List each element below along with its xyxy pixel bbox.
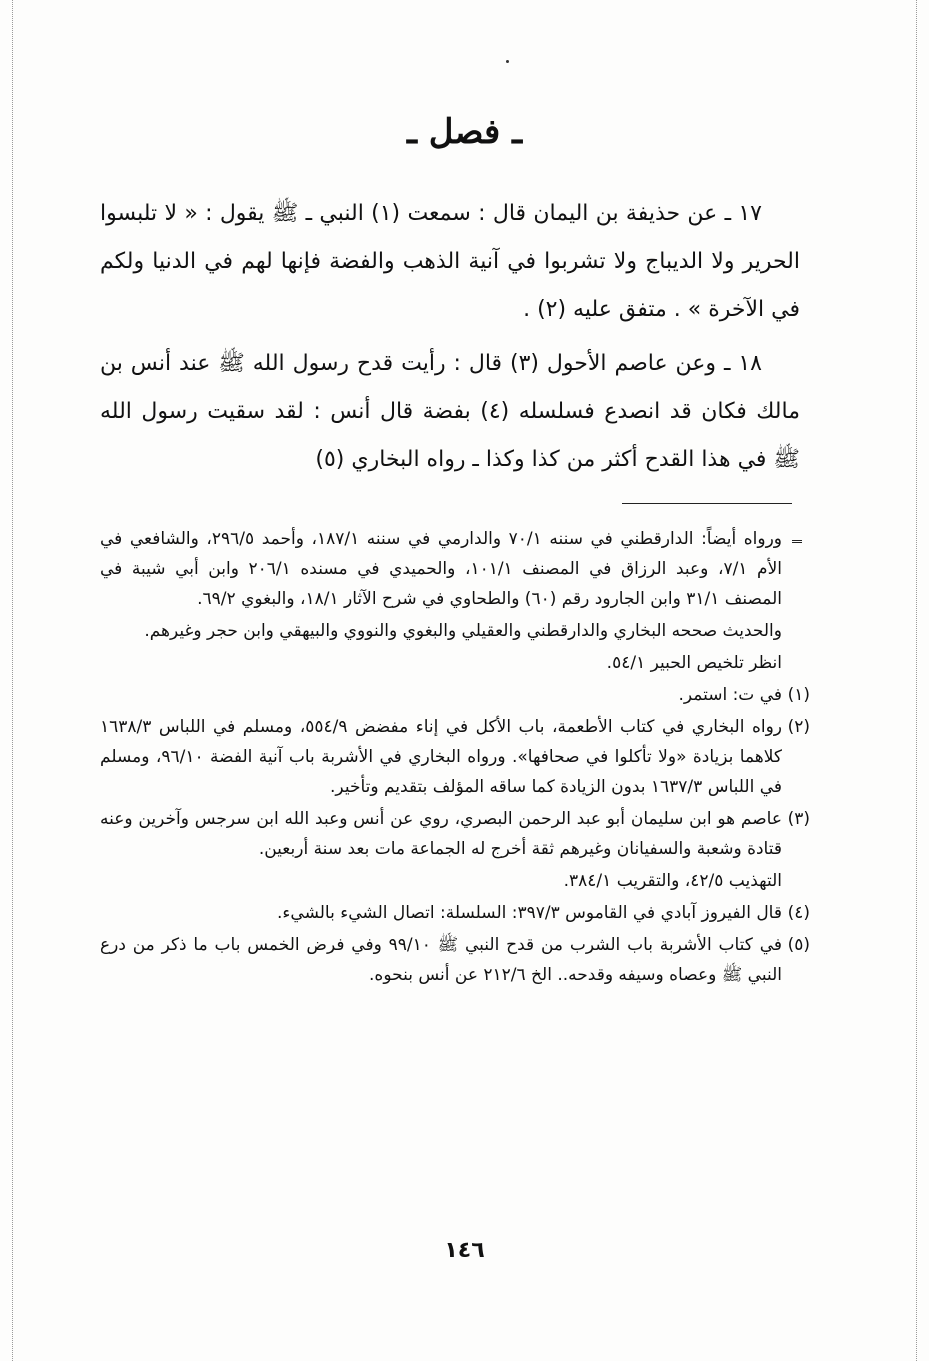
footnote-3-reference: التهذيب ٤٢/٥، والتقريب ٣٨٤/١.	[563, 871, 782, 891]
footnote-divider	[622, 503, 792, 504]
page-number: ١٤٦	[444, 1238, 485, 1263]
footnote-text: في ت: استمر.	[678, 685, 782, 705]
section-heading: ـ فصل ـ	[406, 112, 523, 152]
hadith-paragraph-18: ١٨ ـ وعن عاصم الأحول (٣) قال : رأيت قدح رسول الله ﷺ عند أنس بن مالك فكان قد انصدع فسلسله (٤) بفضة قال أنس : لقد سقيت رسول الله ﷺ في هذا القدح أكثر من كذا وكذا ـ رواه البخاري (٥)	[100, 351, 800, 472]
footnote-continuation: ورواه أيضاً: الدارقطني في سننه ٧٠/١ والدارمي في سننه ١٨٧/١، وأحمد ٢٩٦/٥، والشافعي في الأم ٧/١، وعبد الرزاق في المصنف ١٠١/١، والحميدي في مسنده ٢٠٦/١ وابن أبي شيبة في المصنف ٣١/١ وابن الجارود رقم (٦٠) والطحاوي في شرح الآثار ١٨/١، والبغوي ٦٩/٢.	[100, 529, 782, 609]
footnote-text: قال الفيروز آبادي في القاموس ٣٩٧/٣: السلسلة: اتصال الشيء بالشيء.	[277, 903, 782, 923]
footnote-number: (٣)	[787, 809, 810, 829]
hadith-paragraph-17: ١٧ ـ عن حذيفة بن اليمان قال : سمعت (١) النبي ـ ﷺ يقول : « لا تلبسوا الحرير ولا الديباج ولا تشربوا في آنية الذهب والفضة فإنها لهم في الدنيا ولكم في الآخرة » . متفق عليه (٢) .	[100, 201, 800, 322]
footnote-number: (٤)	[787, 903, 810, 923]
footnote-text: في كتاب الأشربة باب الشرب من قدح النبي ﷺ ٩٩/١٠ وفي فرض الخمس باب ما ذكر من درع النبي ﷺ وعصاه وسيفه وقدحه.. الخ ٢١٢/٦ عن أنس بنحوه.	[100, 935, 782, 985]
footnote-number: (٥)	[787, 935, 810, 955]
footnote-text: عاصم هو ابن سليمان أبو عبد الرحمن البصري، روي عن أنس وعبد الله ابن سرجس وآخرين وعنه قتادة وشعبة والسفيانان وغيرهم ثقة أخرج له الجماعة مات بعد سنة أربعين.	[100, 809, 782, 859]
footnotes	[100, 524, 810, 992]
footnote-continuation: والحديث صححه البخاري والدارقطني والعقيلي والبغوي والنووي والبيهقي وابن حجر وغيرهم.	[144, 621, 782, 641]
footnote-number: (٢)	[787, 717, 810, 737]
main-text	[100, 190, 800, 490]
scan-edge-right	[916, 0, 917, 1361]
footnote-1	[100, 680, 810, 710]
footnote-4	[100, 898, 810, 928]
footnote-2	[100, 712, 810, 802]
scan-speck	[506, 60, 509, 63]
footnote-text: رواه البخاري في كتاب الأطعمة، باب الأكل في إناء مفضض ٥٥٤/٩، ومسلم في اللباس ١٦٣٨/٣ كلاهما بزيادة «ولا تأكلوا في صحافها». ورواه البخاري في الأشربة باب آنية الفضة ٩٦/١٠، ومسلم في اللباس ١٦٣٧/٣ بدون الزيادة كما ساقه المؤلف بتقديم وتأخير.	[100, 717, 782, 797]
footnote-3	[100, 804, 810, 864]
scan-edge-left	[12, 0, 13, 1361]
footnote-5	[100, 930, 810, 990]
footnote-number: (١)	[787, 685, 810, 705]
footnote-continuation: انظر تلخيص الحبير ٥٤/١.	[606, 653, 782, 673]
